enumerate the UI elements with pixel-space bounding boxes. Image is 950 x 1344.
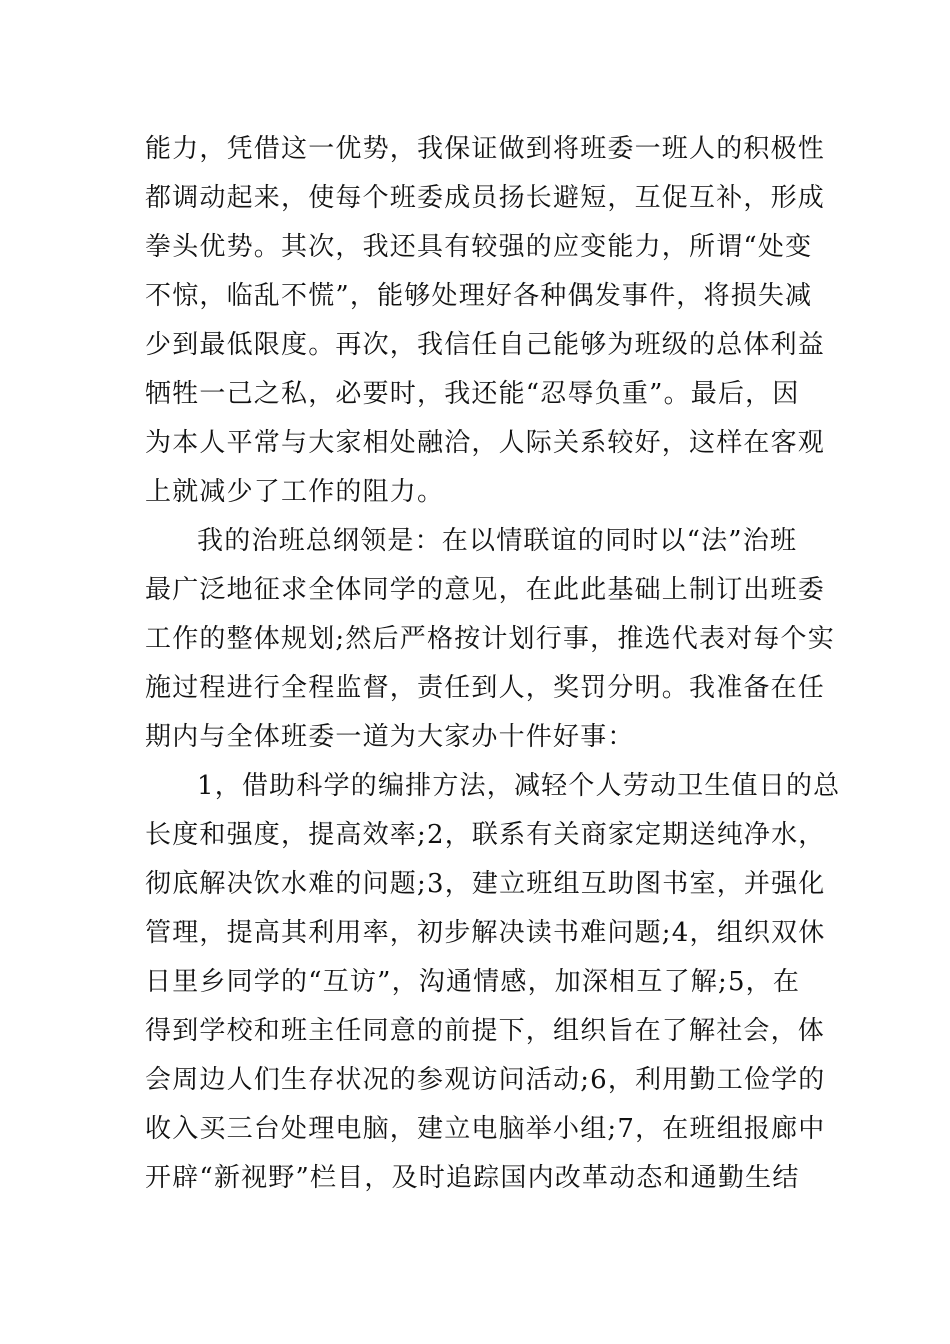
text-line: 我的治班总纲领是：在以情联谊的同时以“法”治班 <box>197 526 798 556</box>
text-line: 工作的整体规划;然后严格按计划行事，推选代表对每个实 <box>145 624 835 654</box>
text-line: 施过程进行全程监督，责任到人，奖罚分明。我准备在任 <box>145 673 826 703</box>
text-line: 1，借助科学的编排方法，减轻个人劳动卫生值日的总 <box>197 771 841 801</box>
text-line: 收入买三台处理电脑，建立电脑举小组;7，在班组报廊中 <box>145 1114 826 1144</box>
paragraph <box>145 517 835 762</box>
document-body <box>145 125 841 1203</box>
text-line: 期内与全体班委一道为大家办十件好事： <box>145 722 635 752</box>
text-line: 少到最低限度。再次，我信任自己能够为班级的总体利益 <box>145 330 826 360</box>
text-line: 不惊，临乱不慌”，能够处理好各种偶发事件，将损失减 <box>145 281 813 311</box>
text-line: 最广泛地征求全体同学的意见，在此此基础上制订出班委 <box>145 575 826 605</box>
text-line: 日里乡同学的“互访”，沟通情感，加深相互了解;5，在 <box>145 967 801 997</box>
text-line: 管理，提高其利用率，初步解决读书难问题;4，组织双休 <box>145 918 826 948</box>
text-line: 上就减少了工作的阻力。 <box>145 477 445 507</box>
text-line: 开辟“新视野”栏目，及时追踪国内改革动态和通勤生结 <box>145 1163 800 1193</box>
paragraph <box>145 125 826 517</box>
paragraph <box>145 762 841 1203</box>
text-line: 长度和强度，提高效率;2，联系有关商家定期送纯净水， <box>145 820 826 850</box>
text-line: 牺牲一己之私，必要时，我还能“忍辱负重”。最后，因 <box>145 379 800 409</box>
text-line: 能力，凭借这一优势，我保证做到将班委一班人的积极性 <box>145 134 826 164</box>
text-line: 得到学校和班主任同意的前提下，组织旨在了解社会，体 <box>145 1016 826 1046</box>
text-line: 都调动起来，使每个班委成员扬长避短，互促互补，形成 <box>145 183 826 213</box>
text-line: 拳头优势。其次，我还具有较强的应变能力，所谓“处变 <box>145 232 813 262</box>
text-line: 为本人平常与大家相处融洽，人际关系较好，这样在客观 <box>145 428 826 458</box>
text-line: 彻底解决饮水难的问题;3，建立班组互助图书室，并强化 <box>145 869 826 899</box>
text-line: 会周边人们生存状况的参观访问活动;6，利用勤工俭学的 <box>145 1065 826 1095</box>
